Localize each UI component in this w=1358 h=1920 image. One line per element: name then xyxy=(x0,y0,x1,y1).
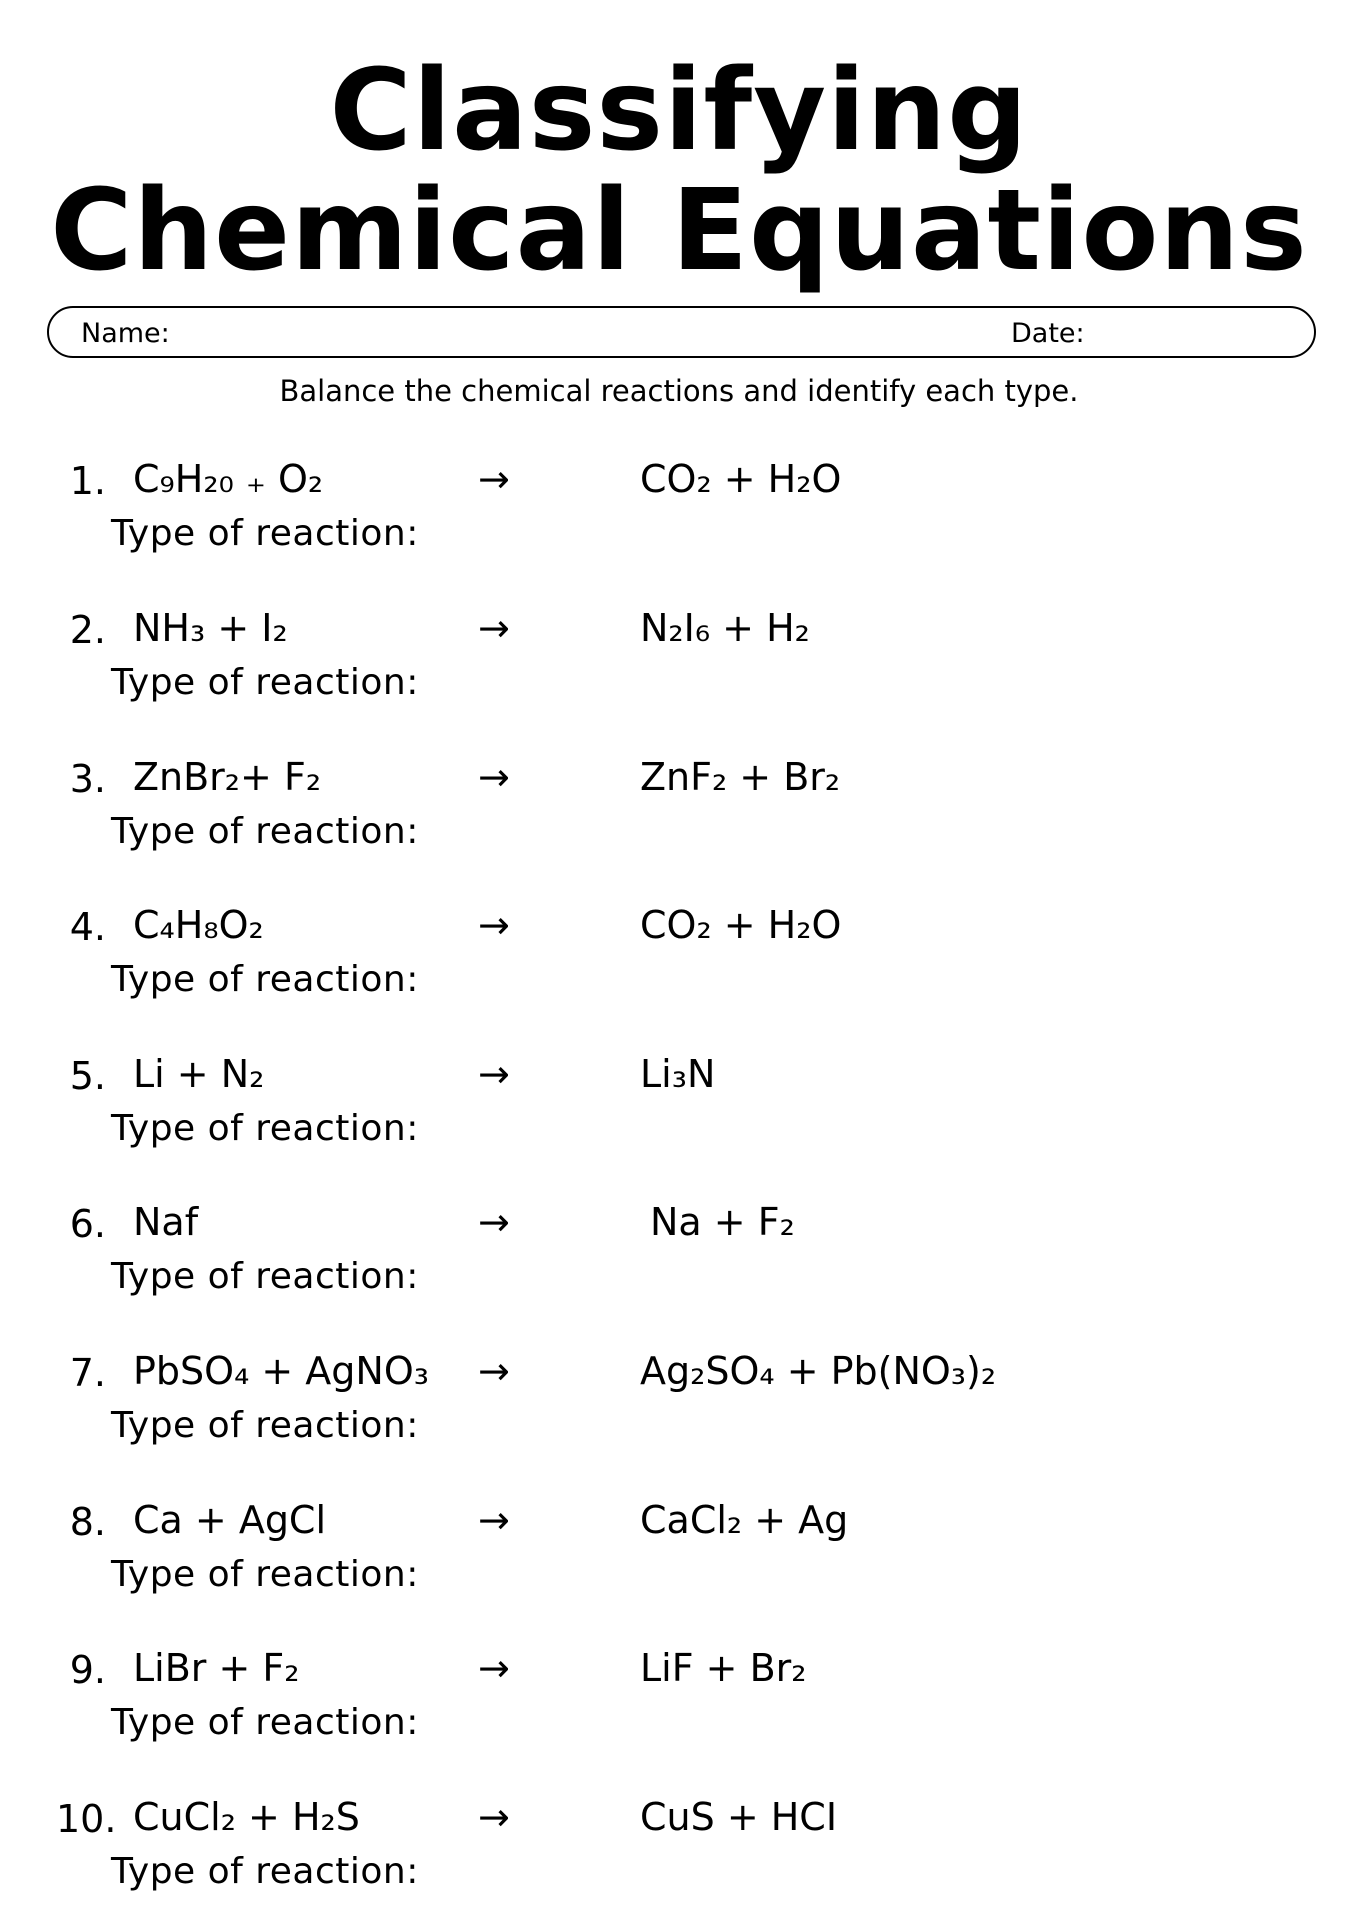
arrow: → xyxy=(478,1200,510,1244)
item-number: 9. xyxy=(69,1648,106,1692)
reactants: Naf xyxy=(133,1200,199,1244)
equation-item-9 xyxy=(0,1624,1358,1764)
reactants: ZnBr₂+ F₂ xyxy=(133,755,322,799)
reactants: Ca + AgCl xyxy=(133,1498,327,1542)
arrow: → xyxy=(478,457,510,501)
item-number: 4. xyxy=(69,905,106,949)
reactants: PbSO₄ + AgNO₃ xyxy=(133,1349,429,1393)
type-of-reaction-label: Type of reaction: xyxy=(111,959,419,1000)
equation-item-1 xyxy=(0,435,1358,575)
products: Li₃N xyxy=(640,1052,716,1096)
products: Na + F₂ xyxy=(650,1200,795,1244)
type-of-reaction-label: Type of reaction: xyxy=(111,513,419,554)
arrow: → xyxy=(478,1052,510,1096)
type-of-reaction-label: Type of reaction: xyxy=(111,1702,419,1743)
date-label: Date: xyxy=(1011,318,1085,349)
type-of-reaction-label: Type of reaction: xyxy=(111,1851,419,1892)
products: CaCl₂ + Ag xyxy=(640,1498,849,1542)
item-number: 2. xyxy=(69,608,106,652)
type-of-reaction-label: Type of reaction: xyxy=(111,1554,419,1595)
arrow: → xyxy=(478,1795,510,1839)
type-of-reaction-label: Type of reaction: xyxy=(111,811,419,852)
type-of-reaction-label: Type of reaction: xyxy=(111,1405,419,1446)
name-date-bar xyxy=(47,306,1316,358)
equation-item-6 xyxy=(0,1178,1358,1318)
instructions: Balance the chemical reactions and identify each type. xyxy=(279,374,1079,408)
type-of-reaction-label: Type of reaction: xyxy=(111,662,419,703)
item-number: 1. xyxy=(69,459,106,503)
arrow: → xyxy=(478,755,510,799)
products: CO₂ + H₂O xyxy=(640,903,842,947)
arrow: → xyxy=(478,1498,510,1542)
products: N₂I₆ + H₂ xyxy=(640,606,810,650)
reactants: CuCl₂ + H₂S xyxy=(133,1795,360,1839)
page-title-line-1: Classifying xyxy=(329,46,1029,176)
equation-item-5 xyxy=(0,1030,1358,1170)
reactants: NH₃ + I₂ xyxy=(133,606,288,650)
name-label: Name: xyxy=(81,318,170,349)
reactants: Li + N₂ xyxy=(133,1052,265,1096)
page-title-line-2: Chemical Equations xyxy=(50,166,1308,296)
arrow: → xyxy=(478,1349,510,1393)
item-number: 10. xyxy=(56,1797,117,1841)
products: Ag₂SO₄ + Pb(NO₃)₂ xyxy=(640,1349,997,1393)
item-number: 3. xyxy=(69,757,106,801)
reactants: C₉H₂₀ ₊ O₂ xyxy=(133,457,324,501)
products: ZnF₂ + Br₂ xyxy=(640,755,841,799)
item-number: 6. xyxy=(69,1202,106,1246)
type-of-reaction-label: Type of reaction: xyxy=(111,1108,419,1149)
arrow: → xyxy=(478,903,510,947)
item-number: 5. xyxy=(69,1054,106,1098)
equation-item-8 xyxy=(0,1476,1358,1616)
type-of-reaction-label: Type of reaction: xyxy=(111,1256,419,1297)
equation-item-4 xyxy=(0,881,1358,1021)
products: LiF + Br₂ xyxy=(640,1646,807,1690)
equation-item-7 xyxy=(0,1327,1358,1467)
arrow: → xyxy=(478,606,510,650)
arrow: → xyxy=(478,1646,510,1690)
item-number: 8. xyxy=(69,1500,106,1544)
equation-item-10 xyxy=(0,1773,1358,1913)
reactants: C₄H₈O₂ xyxy=(133,903,264,947)
reactants: LiBr + F₂ xyxy=(133,1646,300,1690)
equation-item-2 xyxy=(0,584,1358,724)
products: CO₂ + H₂O xyxy=(640,457,842,501)
item-number: 7. xyxy=(69,1351,106,1395)
equation-item-3 xyxy=(0,733,1358,873)
products: CuS + HCI xyxy=(640,1795,838,1839)
